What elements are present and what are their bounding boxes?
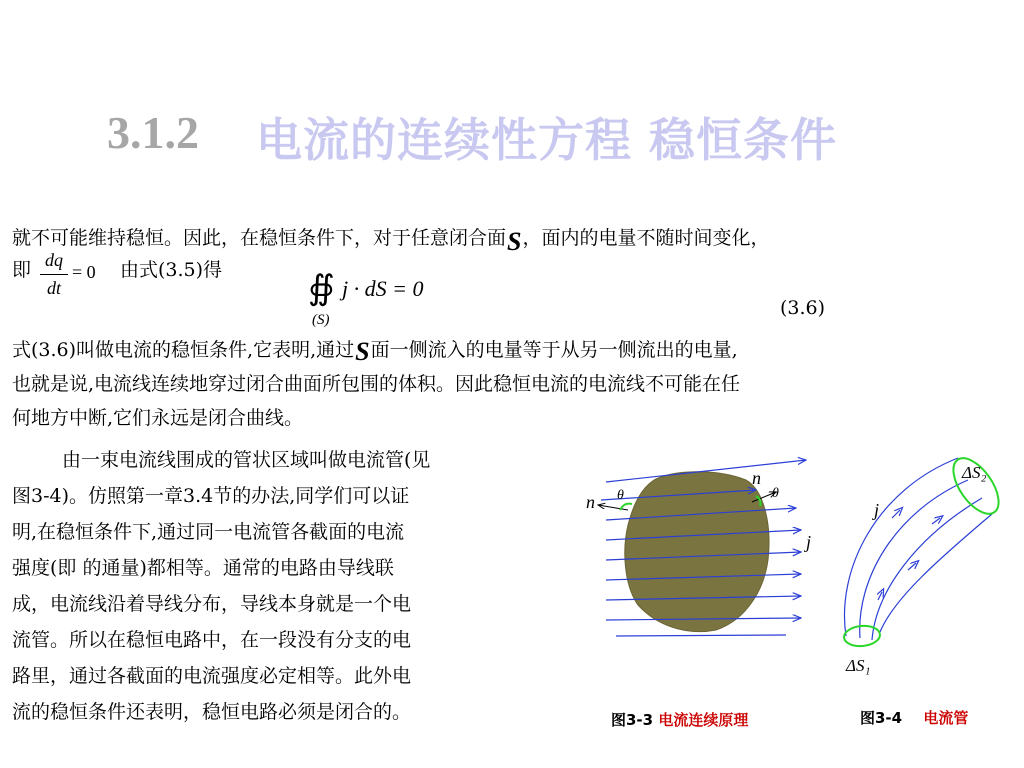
figure-current-continuity [576, 440, 836, 645]
tube-current-lines [844, 458, 992, 640]
line3-text-b: 面一侧流入的电量等于从另一侧流出的电量, [370, 339, 738, 361]
fraction-numerator: dq [45, 250, 63, 270]
para2-line-8: 流的稳恒条件还表明，稳恒电路必须是闭合的。 [12, 701, 412, 723]
fraction-denominator: dt [46, 278, 61, 298]
figure2-caption-text: 电流管 [923, 709, 969, 727]
normal-label-right: n [752, 468, 761, 488]
page-title: 电流的连续性方程 稳恒条件 [256, 113, 838, 167]
line3-text-a: 式(3.6)叫做电流的稳恒条件,它表明,通过 [12, 339, 355, 361]
figure2-caption-prefix: 图3-4 [860, 709, 903, 727]
para2-line-7: 路里，通过各截面的电流强度必定相等。此外电 [12, 665, 412, 687]
figure1-caption-text: 电流连续原理 [658, 711, 749, 729]
double-integral-icon: ∯ [308, 268, 335, 308]
tube-current-density-label: j [874, 500, 880, 520]
line2-mid: 由式(3.5)得 [120, 259, 223, 281]
normal-label-left: n [586, 492, 595, 512]
text-line-5: 何地方中断,它们永远是闭合曲线。 [12, 407, 304, 429]
para2-line-5: 成，电流线沿着导线分布，导线本身就是一个电 [12, 593, 412, 615]
line2-prefix: 即 [12, 259, 32, 281]
fraction-equals: = 0 [72, 262, 96, 282]
current-density-label: j [806, 532, 812, 552]
cross-section-bottom-label: ΔS₁ [846, 656, 871, 675]
closed-surface-blob [625, 472, 769, 632]
theta-label-left: θ [617, 488, 624, 503]
fraction-bar [40, 274, 68, 275]
surface-symbol: S [507, 227, 522, 256]
figure1-caption [611, 709, 748, 730]
equation-number: (3.6) [780, 297, 826, 319]
equation-subscript: (S) [312, 312, 330, 328]
para2-line-2: 图3-4)。仿照第一章3.4节的办法,同学们可以证 [12, 485, 410, 507]
para2-line-1: 由一束电流线围成的管状区域叫做电流管(见 [62, 449, 431, 471]
text-line-4: 也就是说,电流线连续地穿过闭合曲面所包围的体积。因此稳恒电流的电流线不可能在任 [12, 373, 741, 395]
line1-text: 就不可能维持稳恒。因此，在稳恒条件下，对于任意闭合面 [12, 227, 507, 249]
equation-body: j · dS = 0 [342, 276, 424, 301]
text-line-3 [12, 336, 738, 366]
figure1-caption-prefix: 图3-3 [611, 711, 654, 729]
para2-line-3: 明,在稳恒条件下,通过同一电流管各截面的电流 [12, 521, 405, 543]
surface-symbol-2: S [355, 337, 370, 366]
para2-line-4: 强度(即 的通量)都相等。通常的电路由导线联 [12, 557, 394, 579]
para2-line-6: 流管。所以在稳恒电路中，在一段没有分支的电 [12, 629, 412, 651]
text-line-1 [12, 224, 770, 256]
cross-section-bottom [843, 624, 881, 647]
section-number: 3.1.2 [107, 107, 199, 158]
cross-section-top-label: ΔS₂ [962, 463, 987, 482]
figure2-caption [860, 707, 968, 728]
line1-tail: ，面内的电量不随时间变化， [522, 227, 770, 249]
theta-label-right: θ [772, 486, 779, 501]
